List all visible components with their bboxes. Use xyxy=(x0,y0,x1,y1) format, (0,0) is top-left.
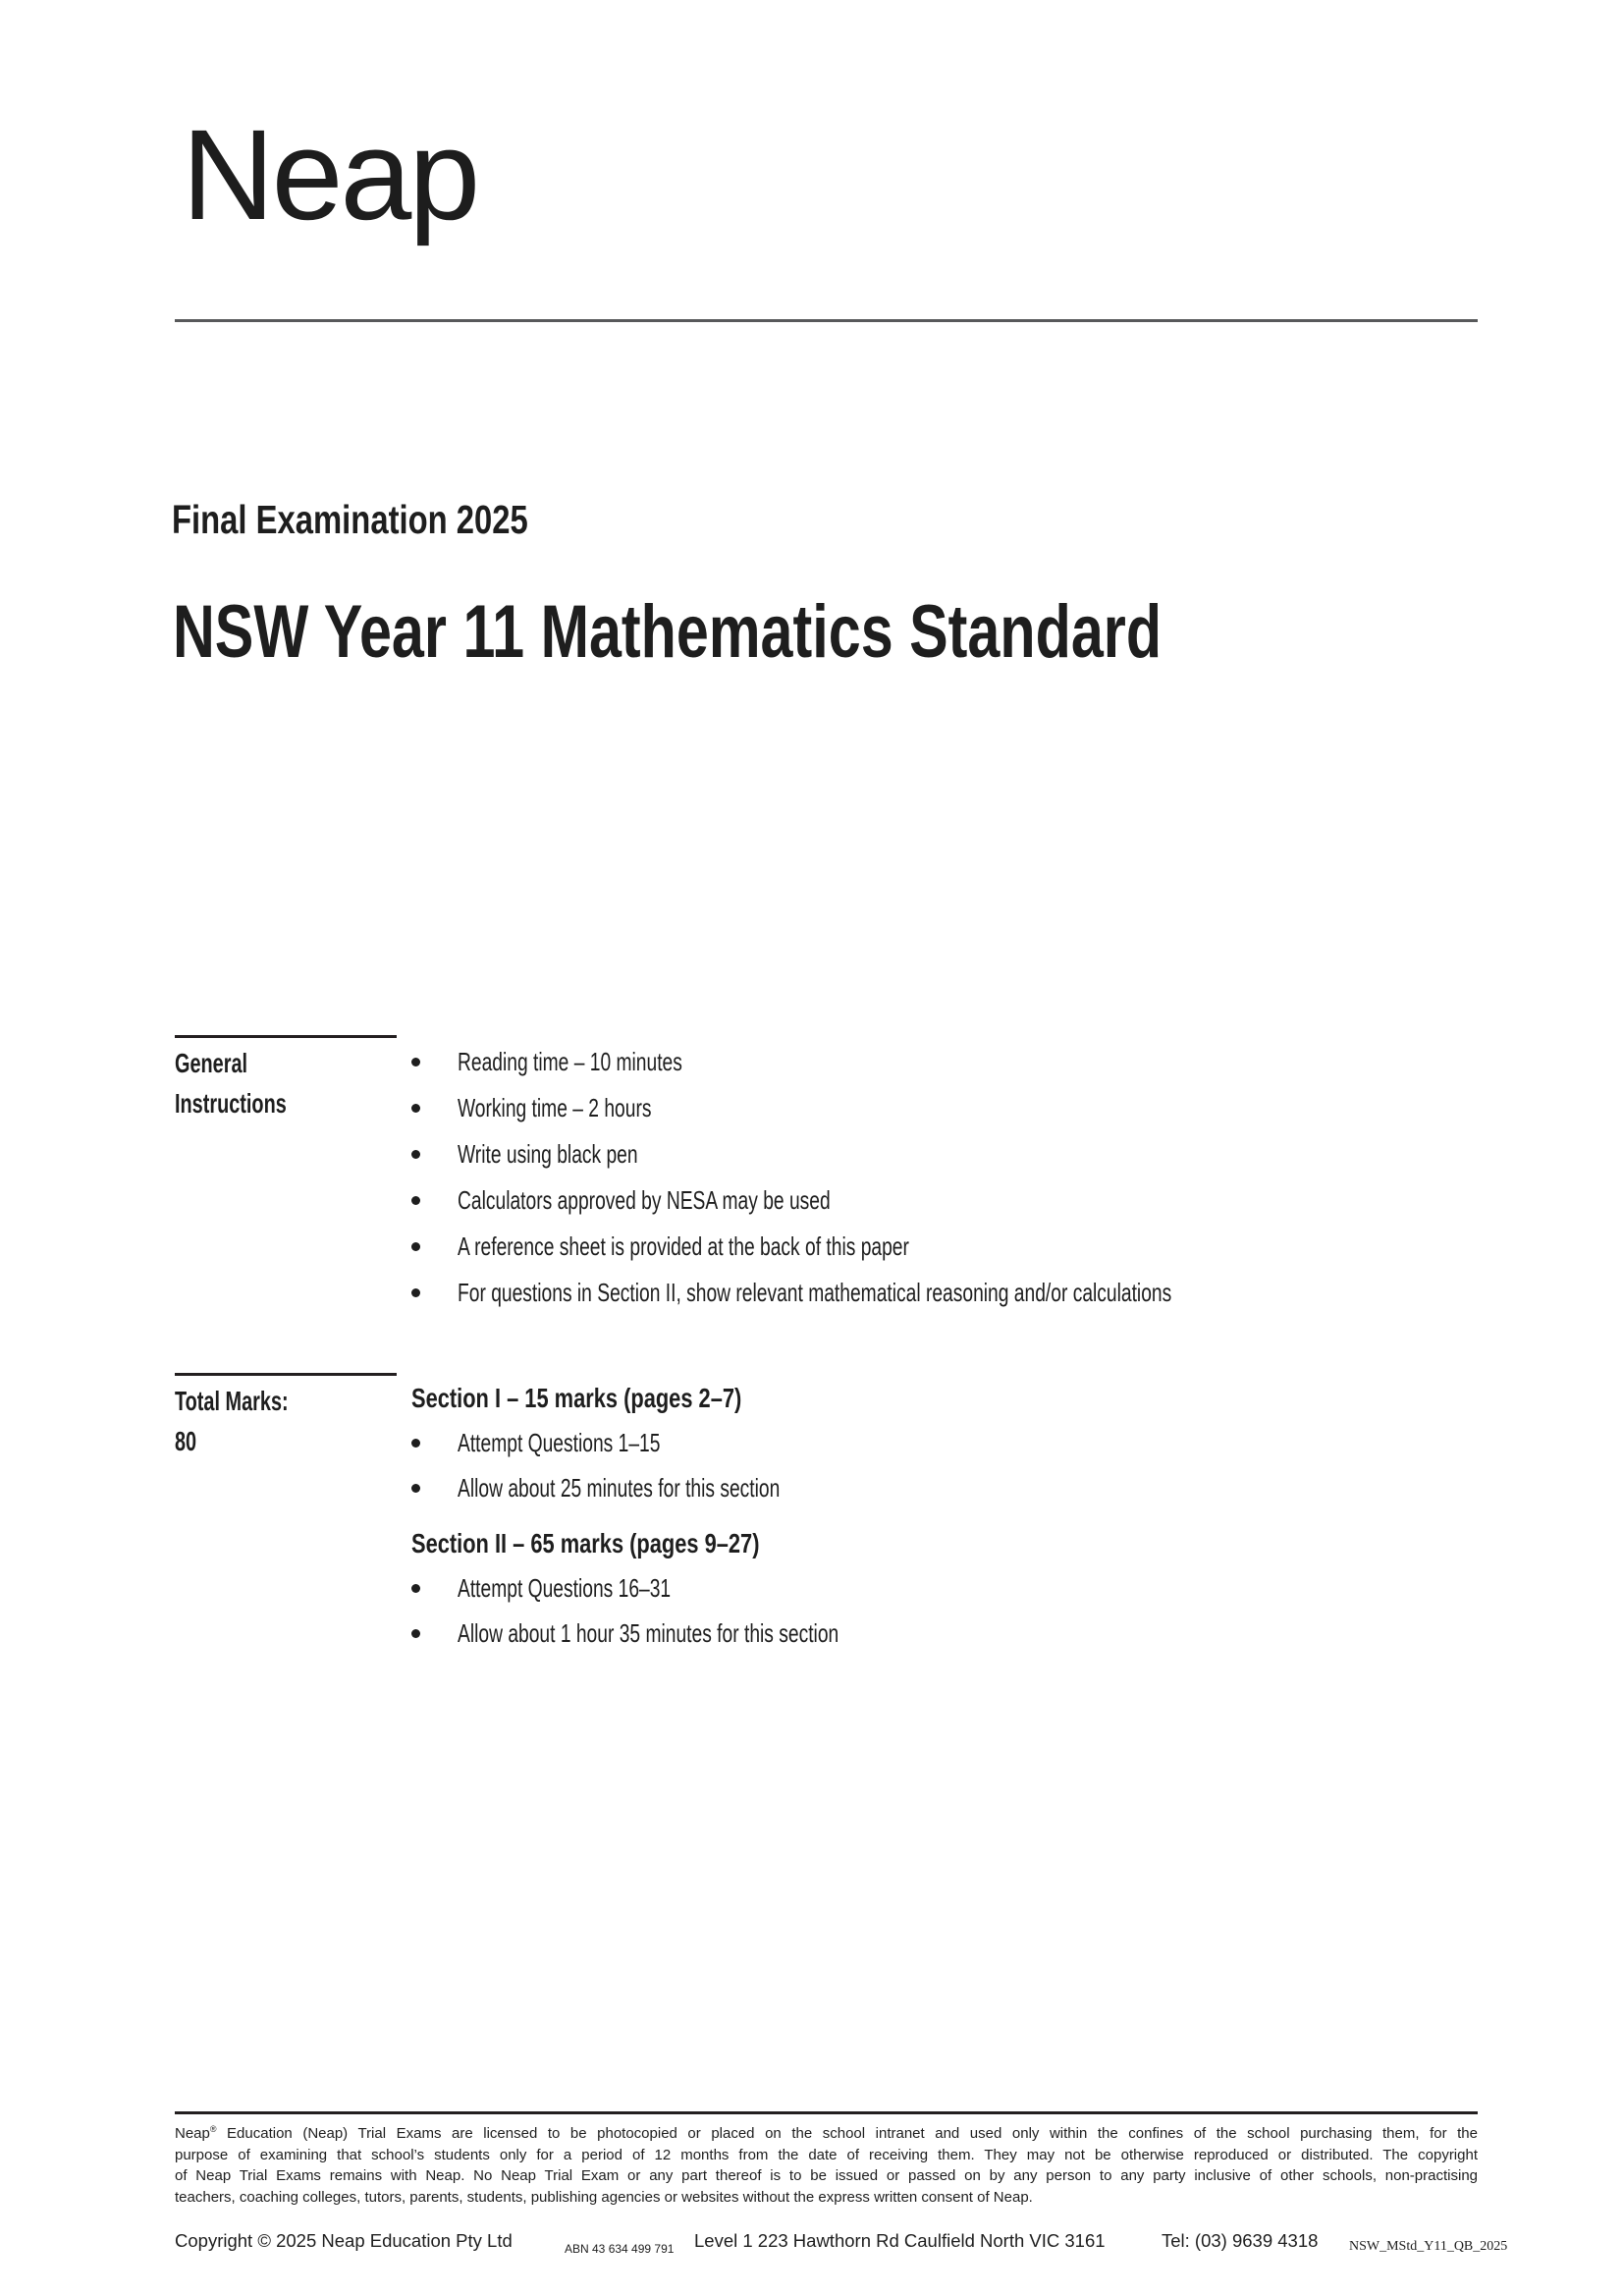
instruction-text: Allow about 25 minutes for this section xyxy=(458,1472,781,1503)
address-text: Level 1 223 Hawthorn Rd Caulfield North VIC 3161 xyxy=(694,2230,1106,2251)
abn-text: ABN 43 634 499 791 xyxy=(565,2242,675,2256)
list-item xyxy=(411,1177,1423,1224)
instruction-text: For questions in Section II, show relevant mathematical reasoning and/or calculations xyxy=(458,1278,1172,1307)
instruction-text: Attempt Questions 1–15 xyxy=(458,1427,661,1457)
page-title-text: NSW Year 11 Mathematics Standard xyxy=(173,590,1163,674)
list-item xyxy=(411,1565,973,1611)
license-legal-text xyxy=(175,2123,1478,2208)
document-code: NSW_MStd_Y11_QB_2025 xyxy=(1349,2239,1508,2254)
instruction-text: Attempt Questions 16–31 xyxy=(458,1572,672,1603)
legal-line-3: of Neap Trial Exams remains with Neap. No Neap Trial Exam or any part thereof is to be issued or passed on by any person to any party inclusive of other schools, non-practising xyxy=(175,2167,1478,2185)
list-item xyxy=(411,1039,1423,1085)
legal-line-1: Neap® Education (Neap) Trial Exams are licensed to be photocopied or placed on the school intranet and used only within the confines of the school purchasing them, for the xyxy=(175,2124,1478,2142)
list-item xyxy=(411,1085,1423,1131)
instruction-text: Working time – 2 hours xyxy=(458,1093,652,1122)
instruction-text: Calculators approved by NESA may be used xyxy=(458,1185,831,1215)
bullet-icon xyxy=(411,1629,420,1638)
total-marks-value: 80 xyxy=(175,1426,197,1456)
general-instructions-list xyxy=(411,1039,1423,1316)
general-instructions-label xyxy=(175,1035,397,1123)
total-marks-label-line1: Total Marks: xyxy=(175,1386,289,1416)
legal-line-2: purpose of examining that school’s students only for a period of 12 months from the date of receiving them. They may not be otherwise reproduced or distributed. The copyright xyxy=(175,2146,1478,2163)
general-instructions-label-line1: General xyxy=(175,1048,248,1078)
exam-series-text: Final Examination 2025 xyxy=(172,497,528,542)
bullet-icon xyxy=(411,1058,420,1066)
list-item xyxy=(411,1611,973,1656)
page-title xyxy=(173,590,1440,675)
bullet-icon xyxy=(411,1104,420,1113)
footer-divider-rule xyxy=(175,2111,1478,2114)
section-spacer xyxy=(411,1510,973,1522)
general-instructions-label-line2: Instructions xyxy=(175,1088,287,1119)
header-divider-rule xyxy=(175,319,1478,322)
legal-line-4: teachers, coaching colleges, tutors, parents, students, publishing agencies or websites without the express written consent of Neap. xyxy=(175,2188,1033,2206)
instruction-text: Reading time – 10 minutes xyxy=(458,1047,682,1076)
list-item xyxy=(411,1270,1423,1316)
bullet-icon xyxy=(411,1288,420,1297)
instruction-text: Allow about 1 hour 35 minutes for this section xyxy=(458,1617,839,1648)
exam-series-subtitle xyxy=(172,496,617,543)
list-item xyxy=(411,1420,973,1465)
instruction-text: Write using black pen xyxy=(458,1139,638,1169)
list-item xyxy=(411,1131,1423,1177)
list-item xyxy=(411,1465,973,1510)
list-item xyxy=(411,1224,1423,1270)
instruction-text: A reference sheet is provided at the back of this paper xyxy=(458,1231,909,1261)
bullet-icon xyxy=(411,1484,420,1493)
neap-logo: Neap xyxy=(182,102,478,246)
telephone-text: Tel: (03) 9639 4318 xyxy=(1162,2230,1319,2251)
total-marks-label xyxy=(175,1373,397,1461)
section-2-heading: Section II – 65 marks (pages 9–27) xyxy=(411,1528,760,1558)
bullet-icon xyxy=(411,1439,420,1448)
copyright-text: Copyright © 2025 Neap Education Pty Ltd xyxy=(175,2230,513,2251)
bullet-icon xyxy=(411,1196,420,1205)
bullet-icon xyxy=(411,1242,420,1251)
sections-summary xyxy=(411,1377,973,1656)
bullet-icon xyxy=(411,1584,420,1593)
registered-trademark-symbol: ® xyxy=(209,2124,217,2134)
section-1-heading: Section I – 15 marks (pages 2–7) xyxy=(411,1383,742,1413)
bullet-icon xyxy=(411,1150,420,1159)
